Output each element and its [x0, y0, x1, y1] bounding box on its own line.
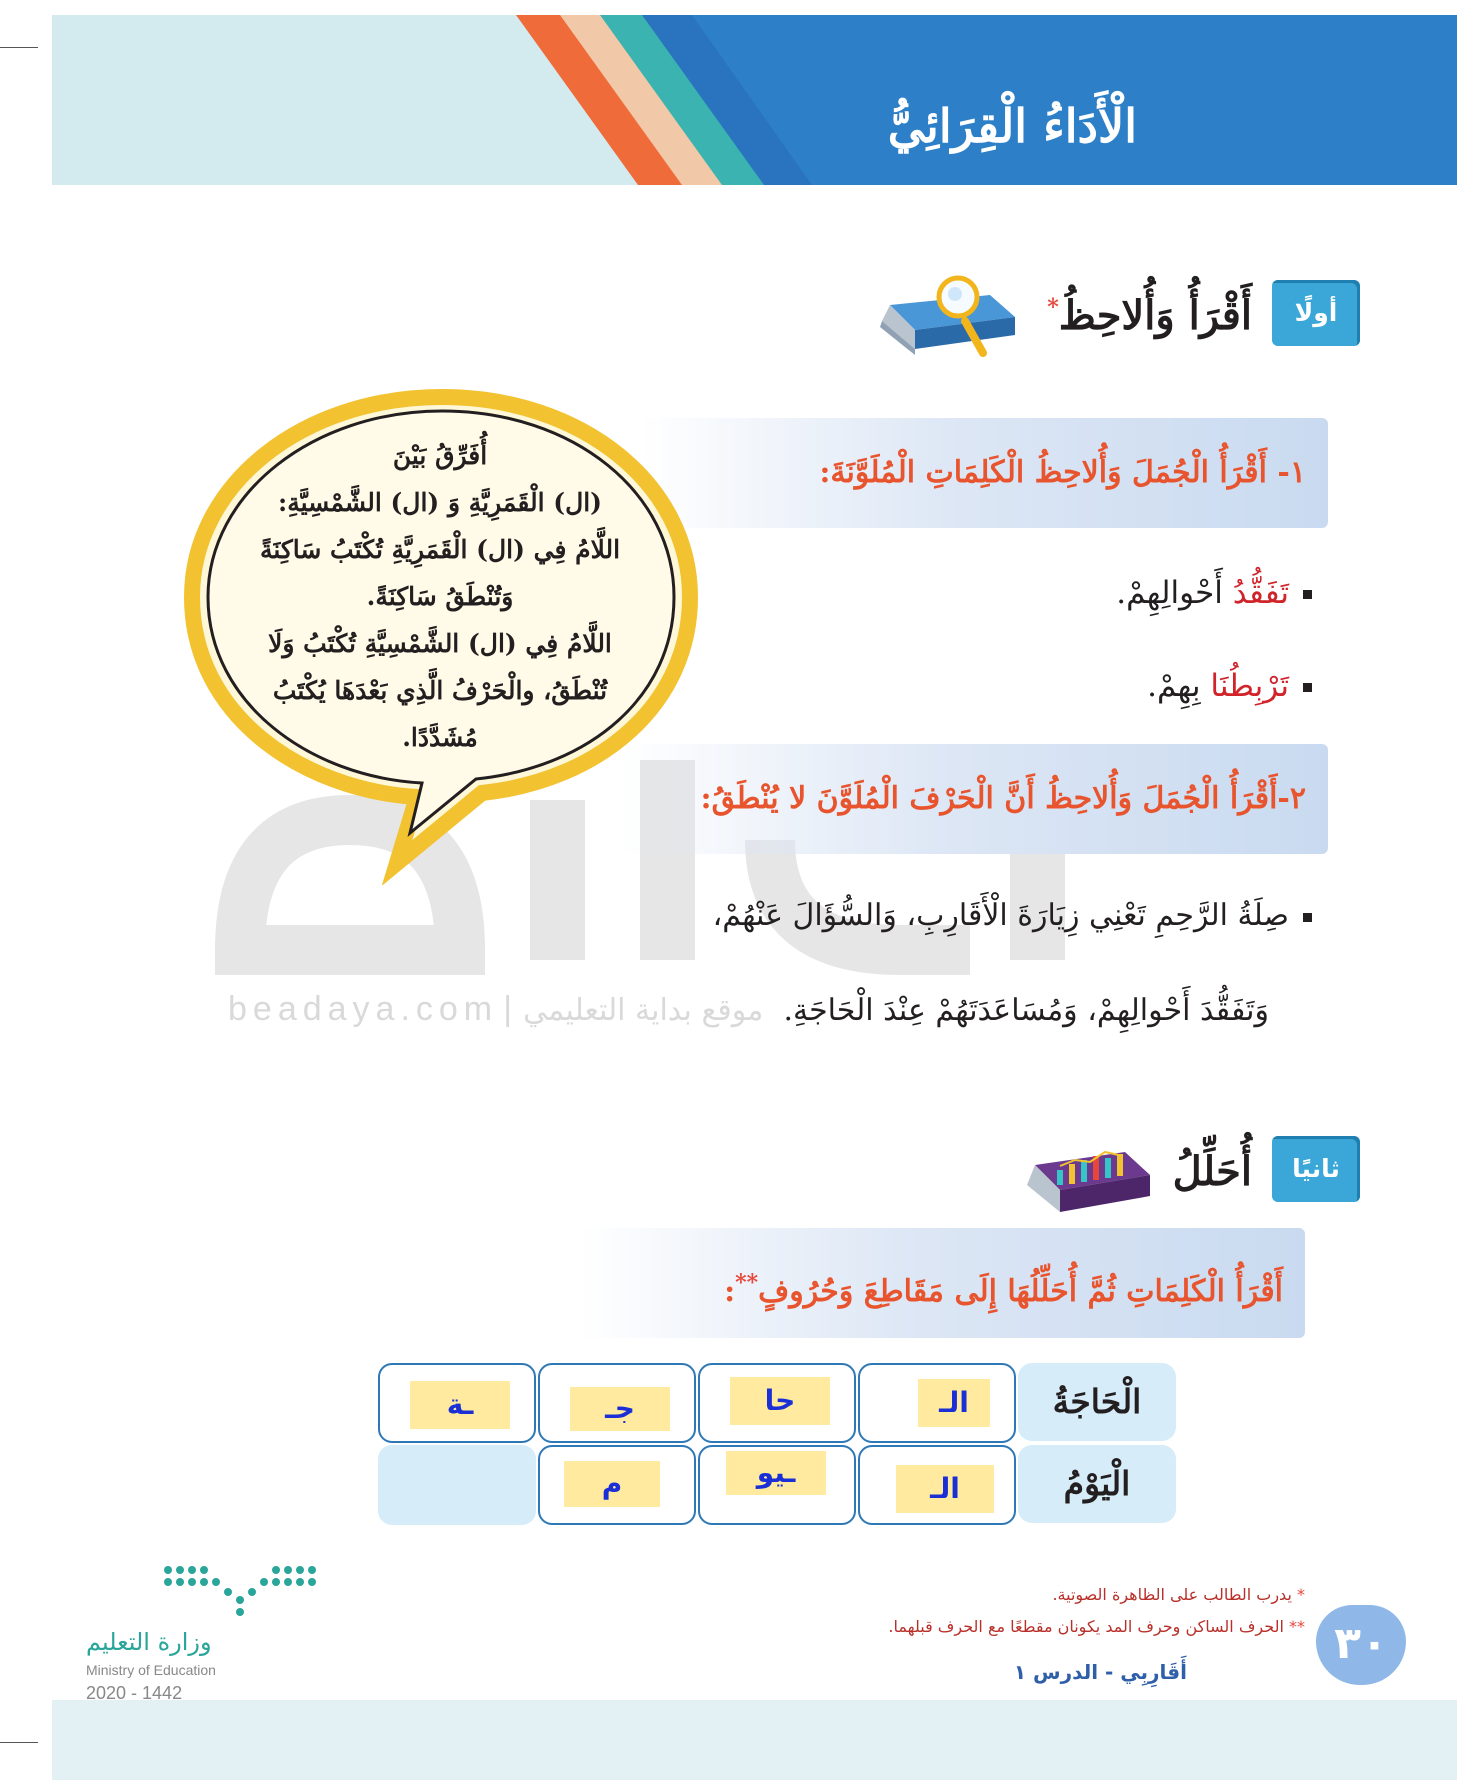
- table-word-cell: الْيَوْمُ: [1018, 1445, 1176, 1523]
- question-banner-1: [640, 418, 1328, 528]
- question-text: أَقْرَأُ الْجُمَلَ وَأُلاحِظُ أَنَّ الْحَرْفَ الْمُلَوَّنَ لا يُنْطَقُ:: [700, 781, 1278, 816]
- bubble-line: اللَّامُ فِي (ال) الشَّمْسِيَّةِ تُكْتَبُ وَلَا: [268, 629, 612, 658]
- syllable-chip: الـ: [896, 1465, 994, 1513]
- bubble-content: [230, 432, 650, 761]
- page-number: ٣٠: [1316, 1605, 1406, 1685]
- question-number: ١-: [1277, 455, 1306, 490]
- header-stripes: [52, 15, 1457, 185]
- lesson-label: أَقَارِبِي - الدرس ١: [1013, 1660, 1187, 1684]
- question-text: أَقْرَأُ الْجُمَلَ وَأُلاحِظُ الْكَلِمَاتِ الْمُلَوَّنَةَ:: [819, 455, 1267, 490]
- footnote-stars: **: [735, 1270, 759, 1296]
- sentence-rest: أَحْوالِهِمْ.: [1116, 575, 1233, 611]
- section-title-text: أَقْرَأُ وَأُلاحِظُ: [1058, 292, 1252, 339]
- bubble-line: أُفَرِّقُ بَيْنَ: [392, 441, 488, 470]
- watermark-text: [228, 990, 763, 1029]
- syllable-chip: جـ: [570, 1387, 670, 1431]
- bubble-line: اللَّامُ فِي (ال) الْقَمَرِيَّةِ تُكْتَبُ سَاكِنَةً: [259, 535, 621, 564]
- sentence-rest: بِهِمْ.: [1147, 668, 1211, 704]
- paragraph-text: صِلَةُ الرَّحِمِ تَعْنِي زِيَارَةَ الْأَقَارِبِ، وَالسُّؤَالَ عَنْهُمْ،: [712, 898, 1289, 933]
- bullet-icon: [1303, 913, 1312, 922]
- ministry-name-arabic: وزارة التعليم: [86, 1628, 212, 1656]
- footnote-star: *: [1047, 294, 1059, 321]
- table-cell: [698, 1445, 856, 1525]
- question-text: أَقْرَأُ الْكَلِمَاتِ ثُمَّ أُحَلِّلُهَا إِلَى مَقَاطِعَ وَحُرُوفٍ: [758, 1274, 1283, 1309]
- example-paragraph-line-1: [713, 898, 1312, 933]
- page-title: الْأَدَاءُ الْقِرَائِيُّ: [887, 99, 1137, 153]
- highlighted-word: تَرْبِطُنَا: [1210, 668, 1289, 704]
- table-word-cell: الْحَاجَةُ: [1018, 1363, 1176, 1441]
- table-cell: [538, 1445, 696, 1525]
- bubble-line: مُشَدَّدًا.: [402, 723, 478, 752]
- page-header: [52, 15, 1457, 185]
- crop-mark: [0, 1742, 38, 1743]
- syllable-chip: ـيو: [726, 1451, 826, 1495]
- question-banner-2: [620, 744, 1328, 854]
- bullet-icon: [1303, 683, 1312, 692]
- section-title-analyze: أُحَلِّلُ: [1172, 1148, 1252, 1195]
- section-tag-first: أولًا: [1272, 280, 1360, 346]
- syllable-chip: م: [564, 1461, 660, 1507]
- bubble-line: (ال) الْقَمَرِيَّةِ وَ (ال) الشَّمْسِيَّةِ:: [277, 488, 603, 517]
- highlighted-word: تَفَقُّدُ: [1232, 575, 1289, 611]
- ministry-logo-icon: [160, 1562, 320, 1618]
- table-cell: [378, 1363, 536, 1443]
- example-paragraph-line-2: [783, 993, 1269, 1028]
- watermark-url: beadaya.com: [228, 990, 499, 1028]
- table-cell: [858, 1363, 1016, 1443]
- table-cell: [698, 1363, 856, 1443]
- syllable-chip: حا: [730, 1377, 830, 1425]
- footnote-mark: **: [1289, 1617, 1305, 1636]
- table-empty-cell: [378, 1445, 536, 1525]
- watermark-separator: |: [503, 990, 519, 1028]
- footer-strip: [52, 1700, 1457, 1780]
- footnote-mark: *: [1297, 1585, 1305, 1604]
- footnote-1: [1052, 1585, 1305, 1604]
- example-sentence-2: [1147, 668, 1312, 704]
- question-colon: :: [724, 1274, 736, 1309]
- watermark-arabic: موقع بداية التعليمي: [523, 993, 764, 1028]
- table-cell: [858, 1445, 1016, 1525]
- bubble-line: وَتُنْطَقُ سَاكِنَةً.: [366, 582, 514, 611]
- syllable-chip: الـ: [918, 1379, 990, 1427]
- ministry-year: 2020 - 1442: [86, 1683, 183, 1703]
- section-title-read: [1047, 292, 1252, 339]
- bullet-icon: [1303, 590, 1312, 599]
- example-sentence-1: [1116, 575, 1312, 611]
- question-number: ٢-: [1277, 781, 1306, 816]
- crop-mark: [0, 47, 38, 48]
- book-magnifier-icon: [870, 275, 1020, 360]
- paragraph-text: وَتَفَقُّدَ أَحْوالِهِمْ، وَمُسَاعَدَتَهُمْ عِنْدَ الْحَاجَةِ.: [783, 993, 1269, 1028]
- footnote-text: الحرف الساكن وحرف المد يكونان مقطعًا مع الحرف قبلهما.: [888, 1617, 1284, 1636]
- section-tag-second: ثانيًا: [1272, 1136, 1360, 1202]
- syllable-chip: ـة: [410, 1381, 510, 1429]
- book-chart-icon: [1015, 1130, 1155, 1220]
- footnote-2: [888, 1617, 1305, 1636]
- bubble-line: تُنْطَقُ، والْحَرْفُ الَّذِي بَعْدَهَا يُكْتَبُ: [272, 676, 608, 705]
- table-cell: [538, 1363, 696, 1443]
- question-banner-3: [580, 1228, 1305, 1338]
- ministry-name-english: Ministry of Education: [86, 1662, 216, 1678]
- footnote-text: يدرب الطالب على الظاهرة الصوتية.: [1052, 1585, 1292, 1604]
